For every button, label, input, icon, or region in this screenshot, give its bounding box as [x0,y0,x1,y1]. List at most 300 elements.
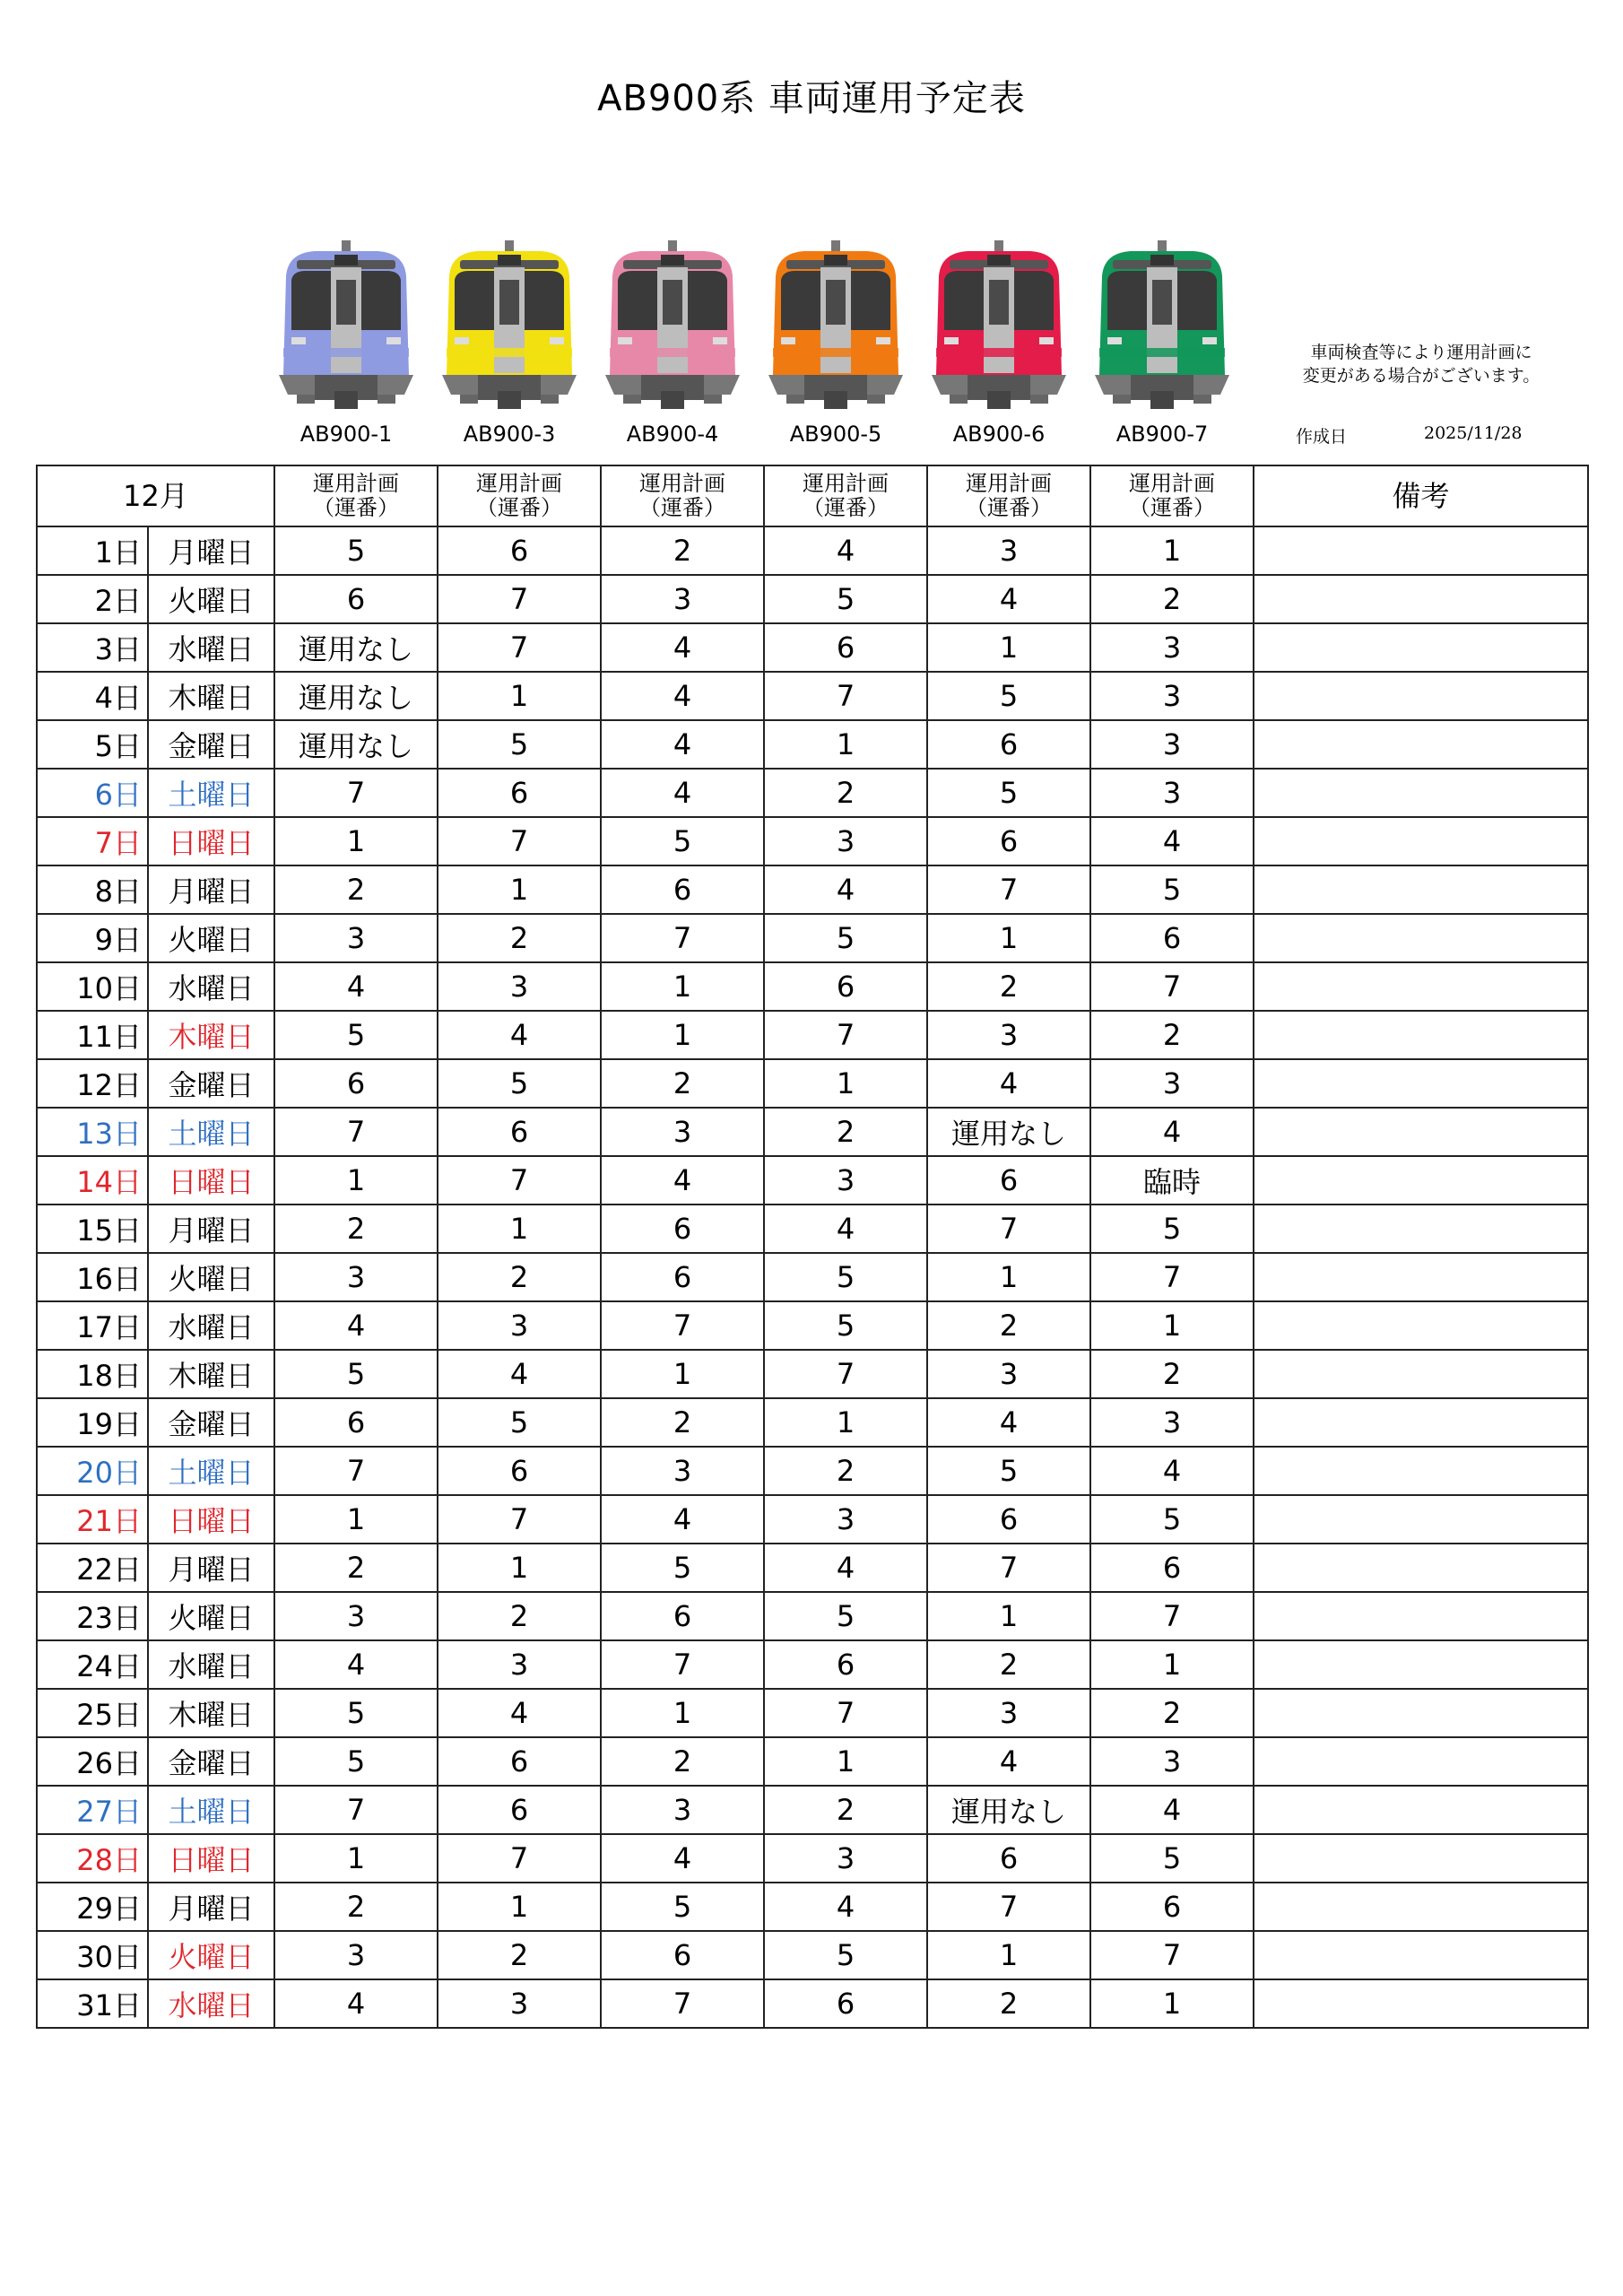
weekday-cell: 土曜日 [148,1447,274,1495]
train-front-icon [768,240,903,411]
run-number-cell: 2 [927,1640,1090,1689]
schedule-change-notice [1269,341,1574,387]
train-front-icon [442,240,577,411]
date-cell: 19日 [37,1398,148,1447]
run-number-cell: 1 [601,1350,764,1398]
table-row [37,1447,1588,1495]
run-number-cell: 5 [764,1301,927,1350]
run-number-cell: 2 [764,1786,927,1834]
remarks-cell [1254,1640,1588,1689]
run-number-cell: 1 [1090,1301,1254,1350]
run-number-cell: 4 [1090,1447,1254,1495]
date-cell: 15日 [37,1205,148,1253]
table-row [37,769,1588,817]
plan-header-line1: 運用計画 [639,471,726,496]
car-number-label: AB900-4 [626,422,719,447]
remarks-cell [1254,817,1588,865]
run-number-cell: 7 [274,769,438,817]
run-number-cell: 3 [274,1253,438,1301]
date-cell: 21日 [37,1495,148,1544]
run-number-cell: 3 [927,1689,1090,1737]
weekday-cell: 月曜日 [148,865,274,914]
run-number-cell: 1 [764,1059,927,1108]
table-row [37,575,1588,623]
run-number-cell: 6 [764,623,927,672]
weekday-cell: 日曜日 [148,1156,274,1205]
run-number-cell: 2 [927,1979,1090,2028]
run-number-cell: 4 [274,962,438,1011]
train-front-icon [932,240,1066,411]
table-row [37,1786,1588,1834]
run-number-cell: 3 [764,1834,927,1883]
run-number-cell: 1 [927,914,1090,962]
run-number-cell: 1 [764,1398,927,1447]
run-number-cell: 2 [601,526,764,575]
run-number-cell: 1 [438,1883,601,1931]
remarks-cell [1254,1156,1588,1205]
run-number-cell: 7 [601,1640,764,1689]
run-number-cell: 6 [274,1398,438,1447]
run-number-cell: 4 [1090,1108,1254,1156]
run-number-cell: 2 [438,914,601,962]
run-number-cell: 1 [927,1592,1090,1640]
plan-header [601,465,764,526]
train-front-icon [279,240,413,411]
month-header: 12月 [37,465,274,526]
run-number-cell: 7 [1090,962,1254,1011]
run-number-cell: 3 [438,1301,601,1350]
run-number-cell: 1 [927,1931,1090,1979]
remarks-cell [1254,1108,1588,1156]
remarks-cell [1254,962,1588,1011]
run-number-cell: 臨時 [1090,1156,1254,1205]
weekday-cell: 木曜日 [148,1011,274,1059]
run-number-cell: 2 [438,1253,601,1301]
run-number-cell: 6 [274,1059,438,1108]
plan-header-line2: （運番） [639,495,726,520]
run-number-cell: 1 [764,720,927,769]
date-cell: 17日 [37,1301,148,1350]
run-number-cell: 4 [601,1834,764,1883]
run-number-cell: 5 [274,1689,438,1737]
run-number-cell: 5 [601,1544,764,1592]
weekday-cell: 金曜日 [148,720,274,769]
plan-header-line2: （運番） [1129,495,1216,520]
run-number-cell: 2 [927,962,1090,1011]
run-number-cell: 5 [1090,1834,1254,1883]
run-number-cell: 4 [601,623,764,672]
run-number-cell: 5 [601,1883,764,1931]
remarks-cell [1254,1059,1588,1108]
table-row [37,1883,1588,1931]
run-number-cell: 4 [764,1205,927,1253]
weekday-cell: 木曜日 [148,672,274,720]
run-number-cell: 3 [1090,1059,1254,1108]
table-row [37,962,1588,1011]
run-number-cell: 6 [438,1786,601,1834]
run-number-cell: 4 [274,1979,438,2028]
run-number-cell: 2 [438,1592,601,1640]
run-number-cell: 運用なし [274,623,438,672]
run-number-cell: 4 [927,1059,1090,1108]
notice-line-2: 変更がある場合がございます。 [1302,366,1541,386]
run-number-cell: 4 [438,1689,601,1737]
run-number-cell: 4 [438,1350,601,1398]
schedule-body [37,526,1588,2028]
remarks-cell [1254,1544,1588,1592]
run-number-cell: 6 [438,1447,601,1495]
run-number-cell: 3 [601,1786,764,1834]
remarks-cell [1254,1979,1588,2028]
run-number-cell: 1 [1090,1979,1254,2028]
plan-header [764,465,927,526]
run-number-cell: 1 [764,1737,927,1786]
remarks-cell [1254,1011,1588,1059]
run-number-cell: 2 [601,1398,764,1447]
run-number-cell: 7 [438,575,601,623]
run-number-cell: 6 [764,1979,927,2028]
run-number-cell: 1 [601,962,764,1011]
run-number-cell: 5 [274,1737,438,1786]
run-number-cell: 運用なし [927,1108,1090,1156]
run-number-cell: 1 [927,1253,1090,1301]
date-cell: 28日 [37,1834,148,1883]
remarks-cell [1254,1398,1588,1447]
run-number-cell: 4 [764,1544,927,1592]
run-number-cell: 4 [601,1495,764,1544]
run-number-cell: 2 [274,1544,438,1592]
run-number-cell: 6 [601,1205,764,1253]
remarks-cell [1254,575,1588,623]
run-number-cell: 1 [274,1156,438,1205]
table-row [37,623,1588,672]
weekday-cell: 木曜日 [148,1689,274,1737]
run-number-cell: 2 [274,1205,438,1253]
run-number-cell: 3 [1090,672,1254,720]
weekday-cell: 水曜日 [148,1979,274,2028]
date-cell: 8日 [37,865,148,914]
plan-header [1090,465,1254,526]
schedule-table [36,465,1589,2029]
run-number-cell: 7 [601,914,764,962]
run-number-cell: 3 [438,962,601,1011]
run-number-cell: 4 [1090,817,1254,865]
car-number-label: AB900-3 [463,422,556,447]
remarks-cell [1254,1447,1588,1495]
remarks-cell [1254,1350,1588,1398]
table-row [37,526,1588,575]
table-row [37,1931,1588,1979]
weekday-cell: 火曜日 [148,575,274,623]
run-number-cell: 7 [927,865,1090,914]
date-cell: 20日 [37,1447,148,1495]
table-row [37,1398,1588,1447]
table-row [37,1592,1588,1640]
plan-header [274,465,438,526]
run-number-cell: 7 [1090,1253,1254,1301]
remarks-cell [1254,1592,1588,1640]
plan-header-line2: （運番） [966,495,1053,520]
run-number-cell: 7 [1090,1931,1254,1979]
run-number-cell: 6 [438,1737,601,1786]
run-number-cell: 4 [764,526,927,575]
run-number-cell: 5 [274,1011,438,1059]
plan-header-line2: （運番） [313,495,400,520]
plan-header-line1: 運用計画 [476,471,563,496]
run-number-cell: 6 [1090,1883,1254,1931]
run-number-cell: 5 [274,1350,438,1398]
table-row [37,914,1588,962]
run-number-cell: 1 [274,1834,438,1883]
table-row [37,1544,1588,1592]
run-number-cell: 3 [274,1592,438,1640]
date-cell: 27日 [37,1786,148,1834]
run-number-cell: 4 [601,769,764,817]
run-number-cell: 7 [764,672,927,720]
run-number-cell: 5 [927,769,1090,817]
run-number-cell: 5 [764,914,927,962]
run-number-cell: 4 [274,1640,438,1689]
run-number-cell: 7 [274,1786,438,1834]
remarks-cell [1254,526,1588,575]
table-row [37,720,1588,769]
date-cell: 31日 [37,1979,148,2028]
run-number-cell: 運用なし [274,672,438,720]
run-number-cell: 5 [927,672,1090,720]
plan-header [927,465,1090,526]
table-row [37,1640,1588,1689]
run-number-cell: 3 [764,817,927,865]
date-cell: 22日 [37,1544,148,1592]
plan-header-line1: 運用計画 [313,471,400,496]
run-number-cell: 7 [274,1447,438,1495]
header-row [37,465,1588,526]
run-number-cell: 7 [601,1301,764,1350]
table-row [37,1495,1588,1544]
table-row [37,1350,1588,1398]
run-number-cell: 6 [601,1931,764,1979]
date-cell: 23日 [37,1592,148,1640]
run-number-cell: 1 [927,623,1090,672]
remarks-cell [1254,1301,1588,1350]
run-number-cell: 6 [438,1108,601,1156]
run-number-cell: 4 [601,1156,764,1205]
weekday-cell: 火曜日 [148,1253,274,1301]
date-cell: 3日 [37,623,148,672]
remarks-cell [1254,1737,1588,1786]
run-number-cell: 2 [274,1883,438,1931]
remarks-cell [1254,623,1588,672]
run-number-cell: 2 [927,1301,1090,1350]
train-front-icon [605,240,740,411]
remarks-cell [1254,1253,1588,1301]
plan-header-line1: 運用計画 [803,471,890,496]
weekday-cell: 火曜日 [148,1931,274,1979]
run-number-cell: 7 [764,1350,927,1398]
date-cell: 12日 [37,1059,148,1108]
run-number-cell: 5 [601,817,764,865]
weekday-cell: 水曜日 [148,623,274,672]
run-number-cell: 2 [438,1931,601,1979]
run-number-cell: 6 [764,1640,927,1689]
weekday-cell: 金曜日 [148,1737,274,1786]
run-number-cell: 7 [601,1979,764,2028]
plan-header-line1: 運用計画 [1129,471,1216,496]
date-cell: 4日 [37,672,148,720]
date-cell: 10日 [37,962,148,1011]
remarks-cell [1254,1689,1588,1737]
run-number-cell: 5 [1090,1495,1254,1544]
plan-header-line2: （運番） [476,495,563,520]
run-number-cell: 1 [438,865,601,914]
date-cell: 29日 [37,1883,148,1931]
run-number-cell: 4 [764,865,927,914]
run-number-cell: 5 [274,526,438,575]
run-number-cell: 3 [927,526,1090,575]
run-number-cell: 5 [764,1931,927,1979]
date-cell: 1日 [37,526,148,575]
plan-header-line2: （運番） [803,495,890,520]
run-number-cell: 6 [927,720,1090,769]
table-row [37,1011,1588,1059]
run-number-cell: 6 [1090,1544,1254,1592]
run-number-cell: 7 [438,1156,601,1205]
run-number-cell: 3 [927,1350,1090,1398]
table-row [37,865,1588,914]
date-cell: 13日 [37,1108,148,1156]
run-number-cell: 7 [764,1011,927,1059]
run-number-cell: 3 [1090,720,1254,769]
remarks-cell [1254,1495,1588,1544]
table-row [37,1156,1588,1205]
run-number-cell: 運用なし [927,1786,1090,1834]
run-number-cell: 2 [1090,1689,1254,1737]
run-number-cell: 7 [927,1883,1090,1931]
car-number-label: AB900-7 [1115,422,1209,447]
run-number-cell: 2 [601,1737,764,1786]
weekday-cell: 日曜日 [148,1834,274,1883]
date-cell: 30日 [37,1931,148,1979]
run-number-cell: 7 [438,1495,601,1544]
date-cell: 7日 [37,817,148,865]
run-number-cell: 7 [438,1834,601,1883]
notice-line-1: 車両検査等により運用計画に [1310,343,1532,362]
run-number-cell: 4 [1090,1786,1254,1834]
weekday-cell: 日曜日 [148,817,274,865]
plan-header-line1: 運用計画 [966,471,1053,496]
run-number-cell: 3 [601,575,764,623]
table-row [37,1108,1588,1156]
table-row [37,817,1588,865]
run-number-cell: 6 [764,962,927,1011]
run-number-cell: 1 [1090,1640,1254,1689]
run-number-cell: 4 [927,575,1090,623]
created-date: 2025/11/28 [1424,423,1523,443]
run-number-cell: 3 [601,1108,764,1156]
page-title: AB900系 車両運用予定表 [597,78,1026,119]
run-number-cell: 3 [438,1979,601,2028]
run-number-cell: 6 [274,575,438,623]
weekday-cell: 木曜日 [148,1350,274,1398]
remarks-cell [1254,914,1588,962]
remarks-cell [1254,1834,1588,1883]
date-cell: 18日 [37,1350,148,1398]
run-number-cell: 5 [1090,865,1254,914]
run-number-cell: 2 [764,1108,927,1156]
table-row [37,1834,1588,1883]
run-number-cell: 4 [764,1883,927,1931]
run-number-cell: 2 [274,865,438,914]
weekday-cell: 水曜日 [148,962,274,1011]
run-number-cell: 6 [438,769,601,817]
weekday-cell: 日曜日 [148,1495,274,1544]
run-number-cell: 5 [764,1592,927,1640]
car-number-label: AB900-1 [299,422,393,447]
run-number-cell: 6 [927,1834,1090,1883]
run-number-cell: 6 [927,817,1090,865]
date-cell: 5日 [37,720,148,769]
run-number-cell: 5 [438,1398,601,1447]
table-row [37,1737,1588,1786]
run-number-cell: 3 [601,1447,764,1495]
date-cell: 26日 [37,1737,148,1786]
run-number-cell: 7 [274,1108,438,1156]
date-cell: 25日 [37,1689,148,1737]
date-cell: 9日 [37,914,148,962]
weekday-cell: 月曜日 [148,1883,274,1931]
run-number-cell: 3 [927,1011,1090,1059]
date-cell: 2日 [37,575,148,623]
remarks-cell [1254,769,1588,817]
run-number-cell: 2 [601,1059,764,1108]
run-number-cell: 3 [1090,769,1254,817]
run-number-cell: 7 [438,623,601,672]
run-number-cell: 2 [764,769,927,817]
run-number-cell: 1 [601,1011,764,1059]
run-number-cell: 3 [1090,1398,1254,1447]
weekday-cell: 水曜日 [148,1301,274,1350]
run-number-cell: 3 [438,1640,601,1689]
date-cell: 14日 [37,1156,148,1205]
run-number-cell: 1 [438,672,601,720]
run-number-cell: 4 [601,720,764,769]
remarks-cell [1254,1786,1588,1834]
weekday-cell: 月曜日 [148,526,274,575]
table-row [37,1689,1588,1737]
run-number-cell: 3 [764,1495,927,1544]
run-number-cell: 1 [601,1689,764,1737]
run-number-cell: 2 [764,1447,927,1495]
run-number-cell: 7 [764,1689,927,1737]
run-number-cell: 5 [764,1253,927,1301]
weekday-cell: 火曜日 [148,914,274,962]
run-number-cell: 6 [601,1253,764,1301]
table-row [37,1979,1588,2028]
run-number-cell: 6 [1090,914,1254,962]
remarks-cell [1254,1931,1588,1979]
run-number-cell: 運用なし [274,720,438,769]
run-number-cell: 6 [927,1156,1090,1205]
run-number-cell: 3 [1090,623,1254,672]
run-number-cell: 6 [601,1592,764,1640]
run-number-cell: 1 [1090,526,1254,575]
weekday-cell: 土曜日 [148,1786,274,1834]
weekday-cell: 火曜日 [148,1592,274,1640]
table-row [37,1301,1588,1350]
run-number-cell: 7 [927,1205,1090,1253]
run-number-cell: 6 [601,865,764,914]
date-cell: 11日 [37,1011,148,1059]
